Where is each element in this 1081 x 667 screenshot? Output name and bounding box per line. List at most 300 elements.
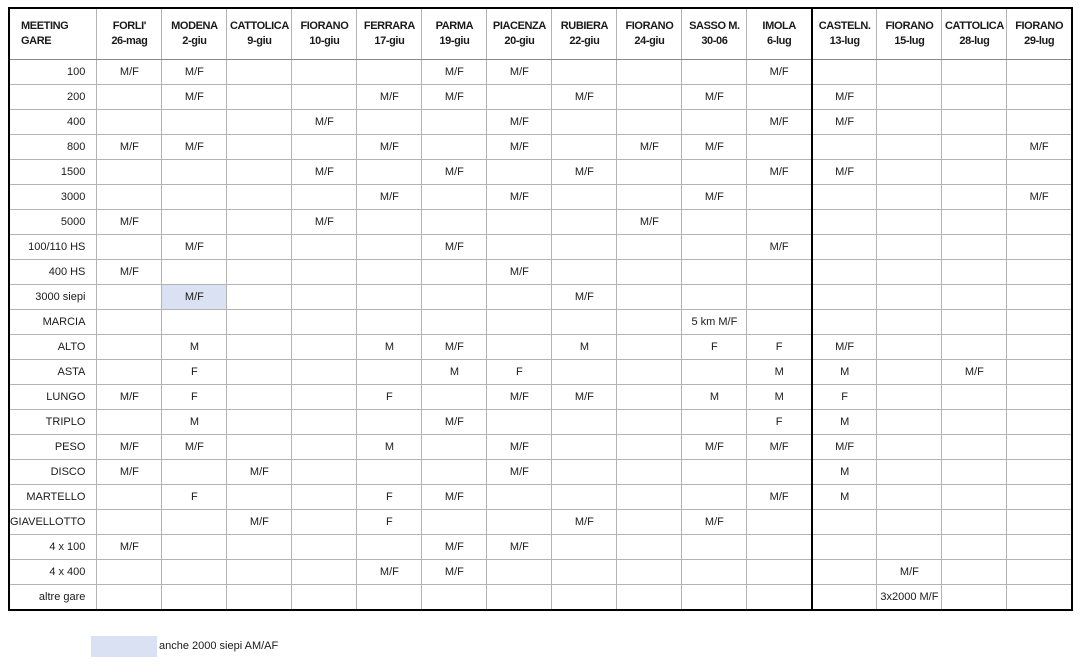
schedule-cell [357, 210, 422, 235]
schedule-cell [97, 185, 162, 210]
meeting-name: CATTOLICA [229, 20, 289, 32]
meeting-date: 9-giu [247, 35, 272, 47]
schedule-cell: M/F [97, 60, 162, 85]
schedule-cell [942, 185, 1007, 210]
schedule-cell [162, 560, 227, 585]
schedule-cell [812, 210, 877, 235]
schedule-cell [747, 210, 812, 235]
schedule-cell [682, 60, 747, 85]
schedule-cell [422, 385, 487, 410]
schedule-cell: M/F [747, 110, 812, 135]
schedule-cell [552, 60, 617, 85]
schedule-cell: M/F [552, 510, 617, 535]
meeting-name: FIORANO [885, 20, 934, 32]
meeting-date: 20-giu [504, 35, 535, 47]
event-label: ASTA [9, 360, 97, 385]
schedule-cell [1007, 210, 1072, 235]
schedule-cell [292, 135, 357, 160]
schedule-cell: M/F [487, 460, 552, 485]
schedule-cell [682, 360, 747, 385]
schedule-cell [877, 260, 942, 285]
schedule-cell [227, 185, 292, 210]
schedule-cell: M/F [97, 385, 162, 410]
schedule-cell [552, 535, 617, 560]
schedule-cell [617, 185, 682, 210]
schedule-cell [487, 160, 552, 185]
schedule-cell: M/F [747, 235, 812, 260]
schedule-cell [487, 335, 552, 360]
event-label: 100/110 HS [9, 235, 97, 260]
schedule-cell [1007, 585, 1072, 611]
schedule-cell [97, 85, 162, 110]
schedule-cell [292, 535, 357, 560]
schedule-cell [357, 160, 422, 185]
schedule-cell: 5 km M/F [682, 310, 747, 335]
schedule-cell [1007, 460, 1072, 485]
schedule-cell: M/F [162, 435, 227, 460]
schedule-cell [942, 560, 1007, 585]
schedule-cell [617, 510, 682, 535]
schedule-cell [162, 510, 227, 535]
schedule-cell [1007, 560, 1072, 585]
schedule-cell [227, 235, 292, 260]
schedule-cell [227, 210, 292, 235]
schedule-cell [1007, 310, 1072, 335]
schedule-cell: M/F [487, 385, 552, 410]
table-row [9, 535, 1072, 560]
schedule-cell: 3x2000 M/F [877, 585, 942, 611]
schedule-cell [747, 585, 812, 611]
event-label: 400 HS [9, 260, 97, 285]
schedule-cell [682, 235, 747, 260]
meeting-header [292, 8, 357, 60]
schedule-cell [552, 235, 617, 260]
event-label: ALTO [9, 335, 97, 360]
event-label: 5000 [9, 210, 97, 235]
schedule-cell: M/F [422, 335, 487, 360]
schedule-cell: M [357, 435, 422, 460]
schedule-cell: M/F [357, 560, 422, 585]
schedule-cell [747, 260, 812, 285]
schedule-cell [617, 535, 682, 560]
schedule-cell [292, 485, 357, 510]
meeting-name: FIORANO [300, 20, 349, 32]
schedule-cell: M/F [682, 185, 747, 210]
schedule-cell [877, 235, 942, 260]
schedule-cell [877, 210, 942, 235]
schedule-cell [942, 60, 1007, 85]
schedule-cell [747, 310, 812, 335]
schedule-cell [162, 110, 227, 135]
meeting-header [617, 8, 682, 60]
schedule-cell: M [682, 385, 747, 410]
schedule-cell: M/F [97, 460, 162, 485]
header-row [9, 8, 1072, 60]
schedule-cell: M/F [422, 410, 487, 435]
schedule-cell [617, 85, 682, 110]
schedule-cell: M/F [97, 260, 162, 285]
schedule-cell: M/F [162, 135, 227, 160]
table-row [9, 185, 1072, 210]
event-label: PESO [9, 435, 97, 460]
table-row [9, 385, 1072, 410]
schedule-cell: M/F [292, 110, 357, 135]
schedule-cell [747, 460, 812, 485]
schedule-cell [292, 235, 357, 260]
schedule-cell [877, 435, 942, 460]
schedule-cell [617, 60, 682, 85]
event-label: DISCO [9, 460, 97, 485]
schedule-cell: M [747, 385, 812, 410]
schedule-cell [162, 310, 227, 335]
schedule-cell [227, 110, 292, 135]
schedule-cell [227, 310, 292, 335]
schedule-cell [422, 460, 487, 485]
meeting-date: 2-giu [182, 35, 207, 47]
schedule-cell: F [487, 360, 552, 385]
schedule-cell [487, 560, 552, 585]
schedule-cell: M [747, 360, 812, 385]
meeting-name: FIORANO [625, 20, 674, 32]
schedule-cell [97, 285, 162, 310]
corner-label-meeting: MEETING [21, 20, 69, 32]
schedule-cell [617, 435, 682, 460]
schedule-cell: F [747, 410, 812, 435]
schedule-cell [942, 310, 1007, 335]
meeting-date: 6-lug [767, 35, 792, 47]
schedule-cell [877, 335, 942, 360]
schedule-cell: M [812, 485, 877, 510]
schedule-cell [487, 510, 552, 535]
schedule-cell: M/F [812, 335, 877, 360]
schedule-cell [292, 460, 357, 485]
schedule-cell [292, 410, 357, 435]
schedule-cell [552, 135, 617, 160]
schedule-cell: M [422, 360, 487, 385]
schedule-cell [617, 460, 682, 485]
schedule-cell [1007, 335, 1072, 360]
schedule-cell [227, 335, 292, 360]
schedule-cell: M/F [227, 510, 292, 535]
table-row [9, 285, 1072, 310]
schedule-cell [1007, 60, 1072, 85]
legend-swatch [91, 636, 157, 657]
schedule-cell: M/F [877, 560, 942, 585]
schedule-cell [617, 110, 682, 135]
schedule-cell: M [812, 360, 877, 385]
table-row [9, 85, 1072, 110]
corner-header [9, 8, 97, 60]
meeting-name: FERRARA [363, 20, 415, 32]
meeting-header [97, 8, 162, 60]
event-label: 3000 siepi [9, 285, 97, 310]
schedule-cell [942, 210, 1007, 235]
meeting-name: PARMA [435, 20, 474, 32]
schedule-cell: M/F [487, 60, 552, 85]
schedule-cell [552, 435, 617, 460]
schedule-cell [97, 110, 162, 135]
schedule-cell: M/F [1007, 135, 1072, 160]
schedule-cell [357, 360, 422, 385]
event-label: MARTELLO [9, 485, 97, 510]
schedule-cell [422, 135, 487, 160]
schedule-cell: F [812, 385, 877, 410]
schedule-cell: M/F [357, 185, 422, 210]
schedule-cell [97, 510, 162, 535]
event-label: LUNGO [9, 385, 97, 410]
schedule-cell: M/F [422, 485, 487, 510]
schedule-cell [227, 85, 292, 110]
table-row [9, 260, 1072, 285]
schedule-cell [1007, 435, 1072, 460]
schedule-cell [682, 210, 747, 235]
schedule-cell [487, 285, 552, 310]
schedule-cell [877, 160, 942, 185]
schedule-cell [552, 110, 617, 135]
schedule-cell [812, 185, 877, 210]
schedule-cell [227, 160, 292, 185]
schedule-cell [942, 535, 1007, 560]
schedule-cell [1007, 285, 1072, 310]
schedule-cell: M/F [682, 135, 747, 160]
schedule-cell [747, 285, 812, 310]
event-label: MARCIA [9, 310, 97, 335]
schedule-cell [877, 460, 942, 485]
schedule-cell [162, 160, 227, 185]
meeting-header [1007, 8, 1072, 60]
schedule-cell [812, 310, 877, 335]
schedule-cell [227, 360, 292, 385]
schedule-cell [292, 510, 357, 535]
schedule-cell: M/F [487, 535, 552, 560]
schedule-cell: M/F [292, 160, 357, 185]
meeting-name: FIORANO [1015, 20, 1064, 32]
meeting-name: IMOLA [762, 20, 796, 32]
schedule-cell [357, 110, 422, 135]
schedule-cell [812, 510, 877, 535]
schedule-cell [942, 485, 1007, 510]
schedule-cell [162, 260, 227, 285]
schedule-cell [487, 585, 552, 611]
schedule-cell [552, 585, 617, 611]
schedule-cell [877, 360, 942, 385]
schedule-cell [877, 85, 942, 110]
schedule-cell: M/F [487, 435, 552, 460]
schedule-cell: M/F [942, 360, 1007, 385]
meeting-schedule-table [8, 7, 1073, 611]
table-row [9, 210, 1072, 235]
schedule-cell [422, 185, 487, 210]
table-row [9, 360, 1072, 385]
schedule-cell: F [357, 485, 422, 510]
schedule-cell: F [162, 485, 227, 510]
schedule-cell [812, 285, 877, 310]
schedule-cell [1007, 235, 1072, 260]
schedule-cell: M/F [97, 435, 162, 460]
schedule-cell: M/F [487, 185, 552, 210]
schedule-cell [942, 460, 1007, 485]
schedule-cell: M/F [552, 160, 617, 185]
schedule-cell [1007, 385, 1072, 410]
schedule-cell [617, 585, 682, 611]
schedule-cell: M/F [812, 110, 877, 135]
schedule-cell [877, 185, 942, 210]
schedule-cell: M/F [357, 85, 422, 110]
table-row [9, 435, 1072, 460]
schedule-cell [227, 560, 292, 585]
schedule-cell [617, 285, 682, 310]
table-row [9, 235, 1072, 260]
schedule-cell: M/F [422, 160, 487, 185]
event-label: altre gare [9, 585, 97, 611]
schedule-cell [682, 460, 747, 485]
table-row [9, 510, 1072, 535]
schedule-cell: M/F [747, 160, 812, 185]
schedule-cell [422, 585, 487, 611]
schedule-cell [97, 585, 162, 611]
corner-label-gare: GARE [21, 35, 52, 47]
schedule-cell: M/F [422, 535, 487, 560]
event-label: 4 x 100 [9, 535, 97, 560]
schedule-cell [747, 185, 812, 210]
meeting-date: 28-lug [959, 35, 990, 47]
meeting-date: 30-06 [701, 35, 728, 47]
schedule-cell [877, 285, 942, 310]
schedule-cell [292, 285, 357, 310]
event-label: 800 [9, 135, 97, 160]
schedule-cell [162, 185, 227, 210]
meeting-header [877, 8, 942, 60]
schedule-cell: M/F [97, 210, 162, 235]
schedule-cell [357, 235, 422, 260]
meeting-header [487, 8, 552, 60]
schedule-cell [162, 210, 227, 235]
schedule-cell [97, 560, 162, 585]
schedule-cell [747, 560, 812, 585]
schedule-cell [617, 560, 682, 585]
schedule-cell [1007, 510, 1072, 535]
schedule-cell: M/F [682, 510, 747, 535]
meeting-date: 13-lug [829, 35, 860, 47]
schedule-cell: M/F [747, 435, 812, 460]
schedule-cell [292, 435, 357, 460]
schedule-cell: M [812, 460, 877, 485]
schedule-cell [942, 385, 1007, 410]
schedule-cell [682, 160, 747, 185]
schedule-cell [227, 135, 292, 160]
event-label: 100 [9, 60, 97, 85]
schedule-cell [617, 335, 682, 360]
table-row [9, 485, 1072, 510]
meeting-date: 22-giu [569, 35, 600, 47]
schedule-cell [877, 485, 942, 510]
meeting-header [942, 8, 1007, 60]
schedule-cell: M/F [617, 210, 682, 235]
schedule-cell: M/F [747, 60, 812, 85]
table-row [9, 460, 1072, 485]
schedule-cell [617, 160, 682, 185]
schedule-cell [292, 310, 357, 335]
schedule-cell [292, 560, 357, 585]
schedule-cell [97, 310, 162, 335]
schedule-cell [942, 335, 1007, 360]
schedule-cell [227, 260, 292, 285]
meeting-date: 15-lug [894, 35, 925, 47]
meeting-header [357, 8, 422, 60]
schedule-cell [682, 410, 747, 435]
schedule-cell: M/F [747, 485, 812, 510]
meeting-name: FORLI' [112, 20, 147, 32]
schedule-cell: F [357, 385, 422, 410]
schedule-cell [617, 235, 682, 260]
schedule-cell: M/F [1007, 185, 1072, 210]
schedule-cell [487, 235, 552, 260]
schedule-cell [877, 385, 942, 410]
schedule-cell [617, 310, 682, 335]
schedule-cell [422, 210, 487, 235]
table-row [9, 335, 1072, 360]
schedule-cell: M [357, 335, 422, 360]
schedule-cell: M/F [227, 460, 292, 485]
schedule-cell: M/F [162, 85, 227, 110]
table-row [9, 310, 1072, 335]
schedule-cell [552, 185, 617, 210]
schedule-cell: M/F [552, 285, 617, 310]
schedule-cell [357, 410, 422, 435]
schedule-cell [877, 510, 942, 535]
schedule-cell [617, 360, 682, 385]
schedule-cell [617, 410, 682, 435]
schedule-cell [812, 585, 877, 611]
schedule-cell: M/F [162, 235, 227, 260]
schedule-cell [357, 310, 422, 335]
schedule-cell [617, 260, 682, 285]
event-label: TRIPLO [9, 410, 97, 435]
schedule-cell [1007, 410, 1072, 435]
table-row [9, 135, 1072, 160]
schedule-cell [422, 260, 487, 285]
schedule-cell: F [357, 510, 422, 535]
schedule-cell [942, 260, 1007, 285]
schedule-cell: F [747, 335, 812, 360]
schedule-cell [1007, 160, 1072, 185]
schedule-cell [1007, 360, 1072, 385]
schedule-cell [292, 85, 357, 110]
schedule-cell: M/F [422, 60, 487, 85]
schedule-cell [877, 135, 942, 160]
meeting-name: CATTOLICA [944, 20, 1004, 32]
schedule-cell [552, 360, 617, 385]
schedule-cell [942, 160, 1007, 185]
meeting-header [227, 8, 292, 60]
meeting-name: SASSO M. [689, 20, 740, 32]
schedule-cell [942, 510, 1007, 535]
schedule-cell: M/F [422, 560, 487, 585]
schedule-cell [747, 135, 812, 160]
schedule-cell [877, 60, 942, 85]
schedule-cell [942, 110, 1007, 135]
schedule-cell [422, 435, 487, 460]
schedule-cell [942, 235, 1007, 260]
schedule-cell [227, 535, 292, 560]
schedule-cell [552, 485, 617, 510]
schedule-cell [422, 310, 487, 335]
schedule-cell [617, 385, 682, 410]
schedule-cell: M/F [422, 85, 487, 110]
meeting-header [162, 8, 227, 60]
meeting-date: 24-giu [634, 35, 665, 47]
schedule-cell [812, 260, 877, 285]
